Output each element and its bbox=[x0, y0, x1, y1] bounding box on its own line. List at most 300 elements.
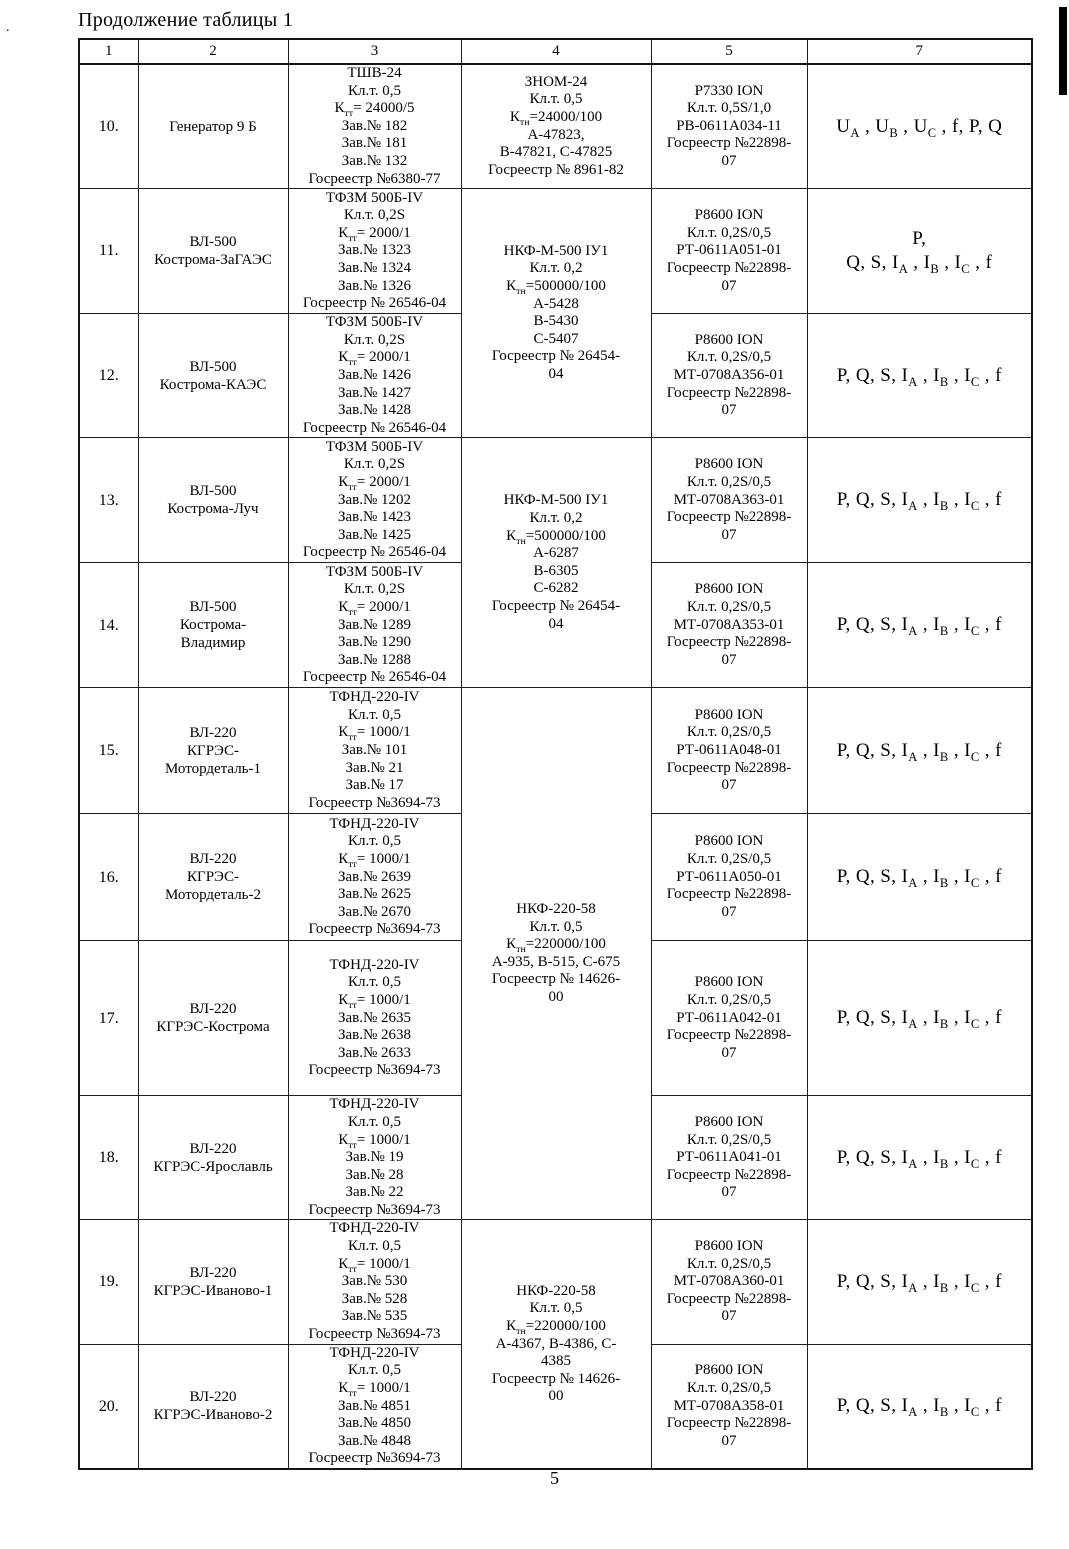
cell-c3 bbox=[288, 563, 461, 688]
cell-line: Кл.т. 0,2 bbox=[529, 510, 583, 527]
text-segment: = 1000/1 bbox=[356, 1131, 411, 1148]
cell-line: Кл.т. 0,2S bbox=[343, 456, 406, 473]
cell-line: Владимир bbox=[180, 635, 246, 652]
text-segment: , I bbox=[917, 866, 940, 888]
table-row bbox=[79, 64, 1032, 189]
cell-line: А-47823, bbox=[527, 126, 585, 143]
cell-line bbox=[291, 349, 459, 367]
cell-c5 bbox=[651, 1220, 807, 1344]
text-segment: К bbox=[506, 936, 517, 953]
cell-line: Госреестр №22898- bbox=[666, 509, 792, 526]
cell-c1 bbox=[79, 314, 138, 438]
cell-line: Кл.т. 0,2S bbox=[343, 581, 406, 598]
cell-c4 bbox=[461, 688, 651, 1220]
subscript: тт bbox=[348, 999, 357, 1011]
cell-c1 bbox=[79, 688, 138, 814]
cell-c2 bbox=[138, 1220, 288, 1344]
cell-line: 19. bbox=[98, 1273, 119, 1291]
cell-line: 20. bbox=[98, 1397, 119, 1415]
cell-line: ВЛ-220 bbox=[189, 1265, 237, 1282]
subscript: A bbox=[908, 876, 918, 891]
cell-line: Госреестр № 14626- bbox=[491, 971, 621, 988]
cell-c7 bbox=[807, 438, 1032, 563]
cell-line: Госреестр №3694-73 bbox=[308, 1201, 441, 1218]
text-segment: , f bbox=[979, 1395, 1002, 1417]
text-segment: , I bbox=[939, 252, 962, 274]
cell-c7 bbox=[807, 814, 1032, 941]
cell-line: Зав.№ 1290 bbox=[337, 634, 412, 651]
text-segment: , I bbox=[917, 364, 940, 386]
cell-line: Р8600 ION bbox=[694, 207, 764, 224]
cell-c5 bbox=[651, 1096, 807, 1220]
text-segment: = 1000/1 bbox=[356, 850, 411, 867]
cell-line: Зав.№ 1426 bbox=[337, 366, 412, 383]
cell-c5 bbox=[651, 438, 807, 563]
text-segment: =500000/100 bbox=[525, 527, 606, 544]
cell-line: 14. bbox=[98, 616, 119, 634]
cell-line: P, bbox=[912, 228, 927, 250]
cell-line: РТ-0611А041-01 bbox=[676, 1149, 782, 1166]
cell-line: РВ-0611А034-11 bbox=[676, 117, 782, 134]
subscript: тт bbox=[348, 1387, 357, 1399]
cell-c5 bbox=[651, 941, 807, 1096]
cell-line: Кл.т. 0,2S/0,5 bbox=[686, 349, 772, 366]
cell-line: 16. bbox=[98, 868, 119, 886]
cell-line: Зав.№ 28 bbox=[345, 1166, 404, 1183]
text-segment: , f bbox=[979, 364, 1002, 386]
text-segment: , U bbox=[859, 115, 890, 137]
column-header-7: 7 bbox=[807, 39, 1032, 64]
cell-c3 bbox=[288, 941, 461, 1096]
subscript: B bbox=[939, 876, 949, 891]
subscript: тн bbox=[516, 286, 526, 298]
header-row bbox=[79, 39, 1032, 64]
cell-line bbox=[464, 109, 649, 127]
cell-line: Кл.т. 0,5 bbox=[529, 918, 583, 935]
subscript: B bbox=[939, 624, 949, 639]
text-segment: , I bbox=[917, 614, 940, 636]
cell-c1 bbox=[79, 1344, 138, 1469]
cell-line: Р8600 ION bbox=[694, 331, 764, 348]
text-segment: P, Q, S, I bbox=[836, 364, 909, 386]
subscript: тн bbox=[516, 1325, 526, 1337]
subscript: A bbox=[908, 1405, 918, 1420]
cell-line: КГРЭС-Иваново-1 bbox=[153, 1283, 273, 1300]
cell-line: Генератор 9 Б bbox=[169, 118, 257, 135]
cell-line bbox=[810, 739, 1030, 763]
cell-line bbox=[291, 225, 459, 243]
cell-line: 07 bbox=[721, 1184, 737, 1201]
cell-line: Зав.№ 2633 bbox=[337, 1044, 412, 1061]
column-header-2: 2 bbox=[138, 39, 288, 64]
text-segment: = 2000/1 bbox=[356, 473, 411, 490]
cell-line bbox=[464, 1318, 649, 1336]
subscript: A bbox=[908, 1156, 918, 1171]
cell-line: Кл.т. 0,2S/0,5 bbox=[686, 850, 772, 867]
cell-line: ВЛ-220 bbox=[189, 851, 237, 868]
cell-line bbox=[810, 364, 1030, 388]
cell-line: С-5407 bbox=[533, 330, 579, 347]
cell-line bbox=[464, 528, 649, 546]
cell-line: Госреестр № 26546-04 bbox=[302, 669, 447, 686]
cell-c2 bbox=[138, 314, 288, 438]
subscript: A bbox=[908, 624, 918, 639]
cell-c3 bbox=[288, 1220, 461, 1344]
cell-line: 11. bbox=[99, 242, 119, 260]
measurement-table bbox=[78, 38, 1033, 1470]
cell-line: Кл.т. 0,2S/0,5 bbox=[686, 473, 772, 490]
cell-line: Кл.т. 0,5 bbox=[529, 1300, 583, 1317]
cell-line: Зав.№ 1324 bbox=[337, 259, 412, 276]
cell-line: 07 bbox=[721, 526, 737, 543]
cell-line: ВЛ-500 bbox=[189, 483, 237, 500]
subscript: C bbox=[927, 125, 937, 140]
cell-line: 17. bbox=[98, 1009, 119, 1027]
cell-c5 bbox=[651, 563, 807, 688]
cell-line: Мотордеталь-2 bbox=[164, 887, 262, 904]
cell-line: КГРЭС- bbox=[187, 742, 239, 759]
cell-line: Зав.№ 1288 bbox=[337, 651, 412, 668]
scan-artifact-bar bbox=[1059, 7, 1067, 95]
cell-line: Зав.№ 2638 bbox=[337, 1027, 412, 1044]
cell-line bbox=[810, 1394, 1030, 1418]
text-segment: , f bbox=[970, 252, 993, 274]
text-segment: К bbox=[506, 1317, 517, 1334]
cell-line: Зав.№ 1425 bbox=[337, 526, 412, 543]
cell-line: 00 bbox=[548, 1388, 564, 1405]
cell-c3 bbox=[288, 189, 461, 314]
cell-line: Госреестр №22898- bbox=[666, 135, 792, 152]
cell-c1 bbox=[79, 64, 138, 189]
cell-line: Р8600 ION bbox=[694, 456, 764, 473]
text-segment: , I bbox=[948, 866, 971, 888]
cell-line: Кл.т. 0,2S bbox=[343, 331, 406, 348]
cell-line: Зав.№ 1323 bbox=[337, 242, 412, 259]
text-segment: , I bbox=[948, 614, 971, 636]
subscript: B bbox=[939, 374, 949, 389]
cell-line: Госреестр №6380-77 bbox=[308, 170, 441, 187]
cell-c3 bbox=[288, 438, 461, 563]
cell-line: Госреестр №22898- bbox=[666, 1415, 792, 1432]
subscript: B bbox=[939, 1405, 949, 1420]
subscript: A bbox=[898, 261, 909, 276]
cell-c3 bbox=[288, 688, 461, 814]
cell-c4 bbox=[461, 438, 651, 688]
cell-line: МТ-0708А356-01 bbox=[673, 366, 785, 383]
cell-c4 bbox=[461, 1220, 651, 1469]
subscript: C bbox=[961, 261, 971, 276]
cell-line bbox=[810, 115, 1030, 139]
cell-line: Зав.№ 22 bbox=[345, 1184, 404, 1201]
text-segment: P, Q, S, I bbox=[836, 489, 909, 511]
text-segment: К bbox=[338, 724, 349, 741]
subscript: B bbox=[939, 1017, 949, 1032]
cell-line: Кл.т. 0,5 bbox=[529, 91, 583, 108]
cell-line: ВЛ-500 bbox=[189, 599, 237, 616]
cell-line: 07 bbox=[721, 1432, 737, 1449]
table-row bbox=[79, 688, 1032, 814]
cell-line: Кл.т. 0,2S/0,5 bbox=[686, 1379, 772, 1396]
cell-c1 bbox=[79, 438, 138, 563]
cell-line: Кл.т. 0,2S/0,5 bbox=[686, 1131, 772, 1148]
column-header-3: 3 bbox=[288, 39, 461, 64]
cell-line: ВЛ-220 bbox=[189, 1140, 237, 1157]
subscript: тн bbox=[519, 116, 530, 128]
cell-line: Кл.т. 0,5 bbox=[348, 1238, 401, 1255]
cell-line: Зав.№ 21 bbox=[345, 759, 404, 776]
cell-line: Госреестр №3694-73 bbox=[308, 921, 441, 938]
cell-line: Зав.№ 19 bbox=[345, 1149, 404, 1166]
text-segment: = 24000/5 bbox=[353, 100, 415, 117]
cell-line: В-47821, С-47825 bbox=[499, 144, 613, 161]
cell-c3 bbox=[288, 814, 461, 941]
cell-line bbox=[810, 1270, 1030, 1294]
cell-line: Кострома- bbox=[179, 617, 247, 634]
cell-line: Р8600 ION bbox=[694, 833, 764, 850]
cell-line: Зав.№ 101 bbox=[341, 742, 408, 759]
cell-line: РТ-0611А050-01 bbox=[676, 868, 782, 885]
cell-line: Госреестр №22898- bbox=[666, 886, 792, 903]
cell-c2 bbox=[138, 941, 288, 1096]
text-segment: = 1000/1 bbox=[356, 1379, 411, 1396]
cell-line: 13. bbox=[98, 491, 119, 509]
cell-c7 bbox=[807, 563, 1032, 688]
cell-line: Госреестр № 26454- bbox=[491, 598, 621, 614]
text-segment: К bbox=[338, 598, 349, 615]
subscript: A bbox=[908, 749, 918, 764]
cell-line bbox=[291, 851, 459, 869]
cell-line: Кострома-Луч bbox=[167, 501, 259, 518]
text-segment: =500000/100 bbox=[525, 278, 606, 295]
text-segment: , f bbox=[979, 1007, 1002, 1029]
cell-line: 04 bbox=[548, 615, 564, 632]
cell-line bbox=[810, 613, 1030, 637]
cell-line: 07 bbox=[721, 152, 737, 169]
cell-c7 bbox=[807, 1220, 1032, 1344]
subscript: B bbox=[939, 749, 949, 764]
cell-line: Кл.т. 0,2S/0,5 bbox=[686, 224, 772, 241]
cell-line bbox=[291, 1256, 459, 1274]
cell-line: 07 bbox=[721, 402, 737, 419]
cell-line: 10. bbox=[98, 117, 119, 135]
cell-line: Зав.№ 1289 bbox=[337, 616, 412, 633]
subscript: C bbox=[970, 1280, 980, 1295]
text-segment: , I bbox=[948, 1395, 971, 1417]
cell-line: Зав.№ 181 bbox=[341, 135, 408, 152]
text-segment: , I bbox=[917, 1007, 940, 1029]
cell-line: ТФНД-220-IV bbox=[329, 1344, 420, 1361]
cell-line: МТ-0708А358-01 bbox=[673, 1397, 785, 1414]
cell-line: НКФ-М-500 IУ1 bbox=[503, 242, 609, 259]
text-segment: , I bbox=[917, 489, 940, 511]
cell-line: РТ-0611А048-01 bbox=[676, 742, 782, 759]
subscript: A bbox=[908, 1280, 918, 1295]
cell-line bbox=[464, 936, 649, 954]
cell-line bbox=[810, 865, 1030, 889]
text-segment: =24000/100 bbox=[529, 108, 603, 125]
cell-c3 bbox=[288, 64, 461, 189]
cell-line: 4385 bbox=[541, 1353, 571, 1370]
text-segment: , I bbox=[948, 489, 971, 511]
cell-c5 bbox=[651, 688, 807, 814]
text-segment: К bbox=[334, 100, 345, 117]
subscript: B bbox=[939, 1280, 949, 1295]
cell-line: 07 bbox=[721, 277, 737, 294]
cell-line: А-5428 bbox=[533, 295, 579, 312]
subscript: B bbox=[939, 499, 949, 514]
cell-c5 bbox=[651, 1344, 807, 1469]
cell-line bbox=[291, 1380, 459, 1398]
cell-line: С-6282 bbox=[533, 580, 579, 597]
cell-line: Кострома-КАЭС bbox=[159, 376, 267, 393]
text-segment: , f, P, Q bbox=[936, 115, 1003, 137]
text-segment: P, Q, S, I bbox=[836, 1271, 909, 1293]
text-segment: =220000/100 bbox=[525, 936, 606, 953]
cell-line: 15. bbox=[98, 742, 119, 760]
cell-line: Зав.№ 1428 bbox=[337, 402, 412, 419]
subscript: B bbox=[939, 1156, 949, 1171]
cell-line: КГРЭС-Иваново-2 bbox=[153, 1407, 273, 1424]
cell-line: 18. bbox=[98, 1149, 119, 1167]
table-row bbox=[79, 189, 1032, 314]
cell-line: Зав.№ 2625 bbox=[337, 886, 412, 903]
cell-line: Р8600 ION bbox=[694, 581, 764, 598]
text-segment: = 1000/1 bbox=[356, 1255, 411, 1272]
cell-line: ТФНД-220-IV bbox=[329, 815, 420, 832]
cell-c7 bbox=[807, 688, 1032, 814]
text-segment: , I bbox=[917, 1271, 940, 1293]
text-segment: К bbox=[506, 278, 517, 295]
cell-line: 07 bbox=[721, 903, 737, 920]
page-title: Продолжение таблицы 1 bbox=[78, 9, 294, 31]
cell-line: ТФНД-220-IV bbox=[329, 1096, 420, 1113]
text-segment: U bbox=[836, 115, 851, 137]
cell-line: НКФ-220-58 bbox=[516, 901, 596, 918]
cell-line: 04 bbox=[548, 366, 564, 383]
cell-line: ВЛ-500 bbox=[189, 358, 237, 375]
cell-line: 07 bbox=[721, 1308, 737, 1325]
cell-c7 bbox=[807, 64, 1032, 189]
cell-line: Кл.т. 0,5 bbox=[348, 833, 401, 850]
text-segment: , I bbox=[917, 1146, 940, 1168]
cell-line: Кл.т. 0,5 bbox=[348, 1362, 401, 1379]
text-segment: , I bbox=[948, 364, 971, 386]
cell-line: Зав.№ 182 bbox=[341, 117, 408, 134]
cell-line: ВЛ-220 bbox=[189, 1389, 237, 1406]
cell-line: 00 bbox=[548, 989, 564, 1006]
text-segment: К bbox=[338, 1131, 349, 1148]
cell-line: Госреестр № 26546-04 bbox=[302, 419, 447, 436]
text-segment: , I bbox=[917, 1395, 940, 1417]
subscript: C bbox=[970, 499, 980, 514]
cell-c1 bbox=[79, 1220, 138, 1344]
cell-line: МТ-0708А363-01 bbox=[673, 491, 785, 508]
cell-line: Госреестр № 26546-04 bbox=[302, 544, 447, 561]
cell-c2 bbox=[138, 814, 288, 941]
cell-c7 bbox=[807, 314, 1032, 438]
cell-c5 bbox=[651, 814, 807, 941]
cell-line: Зав.№ 4848 bbox=[337, 1432, 412, 1449]
cell-line: ТШВ-24 bbox=[347, 65, 402, 81]
cell-c1 bbox=[79, 1096, 138, 1220]
cell-line: Кл.т. 0,2 bbox=[529, 260, 583, 277]
cell-line: А-935, В-515, С-675 bbox=[491, 953, 621, 970]
cell-line: Кл.т. 0,5 bbox=[348, 706, 401, 723]
cell-line: Госреестр №3694-73 bbox=[308, 1450, 441, 1467]
cell-c7 bbox=[807, 941, 1032, 1096]
cell-c5 bbox=[651, 314, 807, 438]
cell-line: Госреестр № 26546-04 bbox=[302, 295, 447, 312]
text-segment: = 1000/1 bbox=[356, 724, 411, 741]
text-segment: , f bbox=[979, 739, 1002, 761]
cell-c3 bbox=[288, 1344, 461, 1469]
cell-c1 bbox=[79, 189, 138, 314]
cell-line: Госреестр №22898- bbox=[666, 1290, 792, 1307]
cell-line: Зав.№ 1423 bbox=[337, 509, 412, 526]
cell-line: Кл.т. 0,5S/1,0 bbox=[686, 100, 772, 117]
cell-line: РТ-0611А051-01 bbox=[676, 242, 782, 259]
cell-line bbox=[291, 992, 459, 1010]
text-segment: К bbox=[338, 473, 349, 490]
cell-line: Кл.т. 0,2S bbox=[343, 207, 406, 224]
cell-line: НКФ-220-58 bbox=[516, 1282, 596, 1299]
cell-line: ВЛ-220 bbox=[189, 1001, 237, 1018]
subscript: B bbox=[889, 125, 899, 140]
cell-line bbox=[810, 251, 1030, 275]
text-segment: , I bbox=[917, 739, 940, 761]
cell-line: КГРЭС- bbox=[187, 869, 239, 886]
subscript: C bbox=[970, 1405, 980, 1420]
cell-line: Госреестр №22898- bbox=[666, 1027, 792, 1044]
subscript: A bbox=[850, 125, 860, 140]
cell-line: Р8600 ION bbox=[694, 1362, 764, 1379]
text-segment: , f bbox=[979, 866, 1002, 888]
page-number: 5 bbox=[550, 1468, 559, 1488]
cell-line: Кл.т. 0,5 bbox=[348, 82, 401, 99]
cell-line: 12. bbox=[98, 366, 119, 384]
cell-c3 bbox=[288, 1096, 461, 1220]
text-segment: , f bbox=[979, 1271, 1002, 1293]
text-segment: К bbox=[338, 991, 349, 1008]
cell-line bbox=[464, 278, 649, 296]
cell-line: В-6305 bbox=[533, 562, 579, 579]
subscript: тт bbox=[348, 1263, 357, 1275]
cell-line: КГРЭС-Кострома bbox=[156, 1019, 270, 1036]
cell-line bbox=[291, 724, 459, 742]
text-segment: , U bbox=[898, 115, 928, 137]
cell-c2 bbox=[138, 64, 288, 189]
text-segment: =220000/100 bbox=[525, 1317, 606, 1334]
cell-line: ТФЗМ 500Б-IV bbox=[325, 314, 424, 331]
cell-c2 bbox=[138, 189, 288, 314]
column-header-1: 1 bbox=[79, 39, 138, 64]
subscript: C bbox=[970, 876, 980, 891]
cell-line: Р8600 ION bbox=[694, 1238, 764, 1255]
text-segment: К bbox=[338, 224, 349, 241]
cell-line: А-4367, В-4386, С- bbox=[495, 1335, 617, 1352]
cell-line: 07 bbox=[721, 1044, 737, 1061]
subscript: C bbox=[970, 624, 980, 639]
cell-line: ТФНД-220-IV bbox=[329, 956, 420, 973]
subscript: тн bbox=[516, 535, 526, 547]
cell-c7 bbox=[807, 1096, 1032, 1220]
cell-line: Госреестр № 8961-82 bbox=[488, 161, 624, 178]
cell-line: Р8600 ION bbox=[694, 974, 764, 991]
cell-line bbox=[291, 474, 459, 492]
text-segment: К bbox=[506, 527, 517, 544]
cell-c7 bbox=[807, 1344, 1032, 1469]
cell-c2 bbox=[138, 563, 288, 688]
